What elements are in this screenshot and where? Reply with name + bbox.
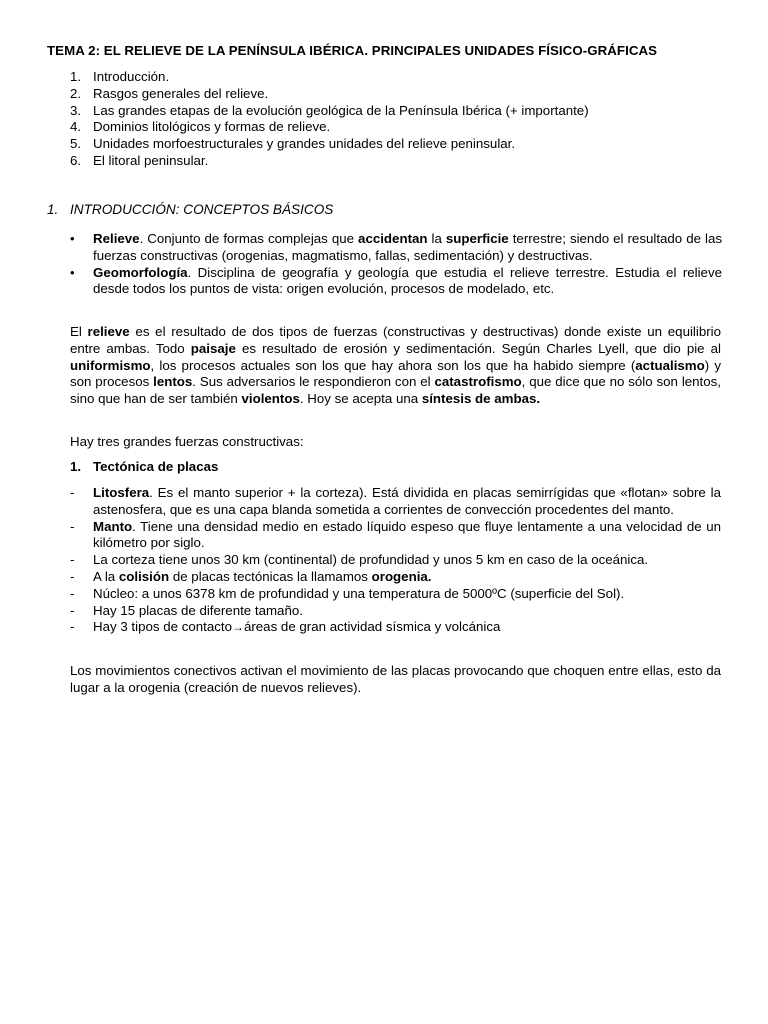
toc-item (70, 103, 730, 120)
toc-item (70, 86, 730, 103)
dash-list (70, 485, 721, 636)
dash-icon: - (70, 485, 75, 500)
text: Hay 15 placas de diferente tamaño. (93, 602, 303, 618)
definition-list (70, 231, 722, 298)
text: la (427, 231, 446, 246)
dash-icon: - (70, 518, 75, 534)
toc-text: Las grandes etapas de la evolución geológica de la Península Ibérica (+ importante) (93, 102, 589, 118)
subsection-title: Tectónica de placas (93, 459, 219, 474)
toc-number: 4. (70, 119, 82, 135)
text: La corteza tiene unos 30 km (continental) de profundidad y unos 5 km en caso de la oceánica. (93, 552, 649, 568)
toc-number: 6. (70, 152, 82, 168)
text: terrestre; siendo el resultado de las fuerzas constructivas (orogenias, magmatismo, fallas, sedimentación) y destructivas. (93, 231, 723, 263)
text: . Tiene una densidad medio en estado líquido espeso que fluye lentamente a una velocidad de un kilómetro por siglo. (93, 518, 721, 551)
dash-icon: - (70, 552, 75, 568)
list-item-placas (70, 603, 721, 620)
bold-text: síntesis de ambas. (421, 391, 541, 407)
section-number: 1. (47, 202, 59, 217)
bold-text: actualismo (635, 357, 705, 373)
toc-number: 3. (70, 102, 82, 118)
toc-text: Dominios litológicos y formas de relieve. (93, 119, 331, 135)
list-item-corteza (70, 552, 721, 569)
bold-text: orogenia. (371, 568, 432, 584)
paragraph-relieve (70, 324, 721, 408)
bold-text: accidentan (358, 231, 428, 246)
text: , que dice que no sólo son lentos, sino que han de ser también (70, 374, 721, 407)
text: . Sus adversarios le respondieron con el (192, 374, 435, 390)
bold-text: paisaje (190, 340, 236, 356)
paragraph-movimientos: Los movimientos conectivos activan el movimiento de las placas provocando que choquen entre ellas, esto da lugar a la orogenia (creación de nuevos relieves). (70, 663, 721, 695)
bold-text: relieve (87, 324, 130, 339)
definition-item-geomorfologia (70, 265, 722, 299)
dash-icon: - (70, 619, 75, 635)
text: áreas de gran actividad sísmica y volcánica (243, 619, 501, 635)
toc-item (70, 119, 730, 136)
bold-text: uniformismo (70, 357, 151, 373)
toc-item (70, 136, 730, 153)
bold-text: colisión (118, 568, 170, 584)
definition-item-relieve (70, 231, 722, 265)
section-heading (47, 202, 333, 217)
dash-icon: - (70, 585, 75, 601)
text: Hay 3 tipos de contacto (93, 619, 232, 635)
toc-number: 1. (70, 69, 82, 84)
toc-item (70, 153, 730, 170)
text: . Conjunto de formas complejas que (139, 231, 359, 246)
subsection-number: 1. (70, 459, 82, 474)
list-item-litosfera (70, 485, 721, 519)
text: El (70, 324, 88, 339)
text: es el resultado de dos tipos de fuerzas (constructivas y destructivas) donde existe un equilibrio entre ambas. Todo (70, 324, 721, 356)
toc-text: Rasgos generales del relieve. (93, 85, 269, 101)
toc-text: El litoral peninsular. (93, 152, 209, 168)
subsection-heading (70, 459, 218, 474)
text: . Es el manto superior + la corteza). Está dividida en placas semirrígidas que «flotan» sobre la astenosfera, que es una capa blanda sometida a corrientes de convección procedentes del manto. (93, 485, 721, 517)
term: Manto (93, 518, 133, 534)
text: , los procesos actuales son los que hay ahora son los que ha habido siempre ( (150, 357, 636, 373)
bold-text: violentos (241, 391, 300, 407)
toc-number: 2. (70, 85, 82, 101)
bullet-icon: • (70, 264, 75, 280)
paragraph-fuerzas: Hay tres grandes fuerzas constructivas: (70, 434, 304, 449)
section-title: INTRODUCCIÓN: CONCEPTOS BÁSICOS (70, 202, 334, 217)
text: Núcleo: a unos 6378 km de profundidad y una temperatura de 5000ºC (superficie del Sol). (93, 585, 625, 601)
list-item-colision (70, 569, 721, 586)
term: Litosfera (93, 485, 150, 500)
text: A la (93, 568, 119, 584)
dash-icon: - (70, 602, 75, 618)
text: es resultado de erosión y sedimentación. Según Charles Lyell, que dio pie al (235, 340, 721, 356)
arrow-right-icon: → (231, 620, 244, 635)
bold-text: lentos (153, 374, 193, 390)
list-item-contacto (70, 619, 721, 636)
term: Geomorfología (93, 264, 188, 280)
text: de placas tectónicas la llamamos (169, 568, 372, 584)
list-item-nucleo (70, 586, 721, 603)
table-of-contents (70, 69, 730, 170)
text: ) y son procesos (70, 357, 721, 390)
list-item-manto (70, 519, 721, 553)
bullet-icon: • (70, 231, 75, 246)
term: Relieve (93, 231, 140, 246)
toc-number: 5. (70, 136, 82, 152)
text: . Disciplina de geografía y geología que estudia el relieve terrestre. Estudia el relieve desde todos los puntos de vista: origen evolución, procesos de modelado, etc. (93, 264, 722, 297)
document-title: TEMA 2: EL RELIEVE DE LA PENÍNSULA IBÉRICA. PRINCIPALES UNIDADES FÍSICO-GRÁFICAS (47, 43, 658, 58)
bold-text: catastrofismo (434, 374, 522, 390)
toc-text: Introducción. (93, 69, 170, 84)
toc-text: Unidades morfoestructurales y grandes unidades del relieve peninsular. (93, 136, 516, 152)
bold-text: superficie (445, 231, 509, 246)
text: . Hoy se acepta una (299, 391, 422, 407)
dash-icon: - (70, 568, 75, 584)
toc-item (70, 69, 730, 86)
